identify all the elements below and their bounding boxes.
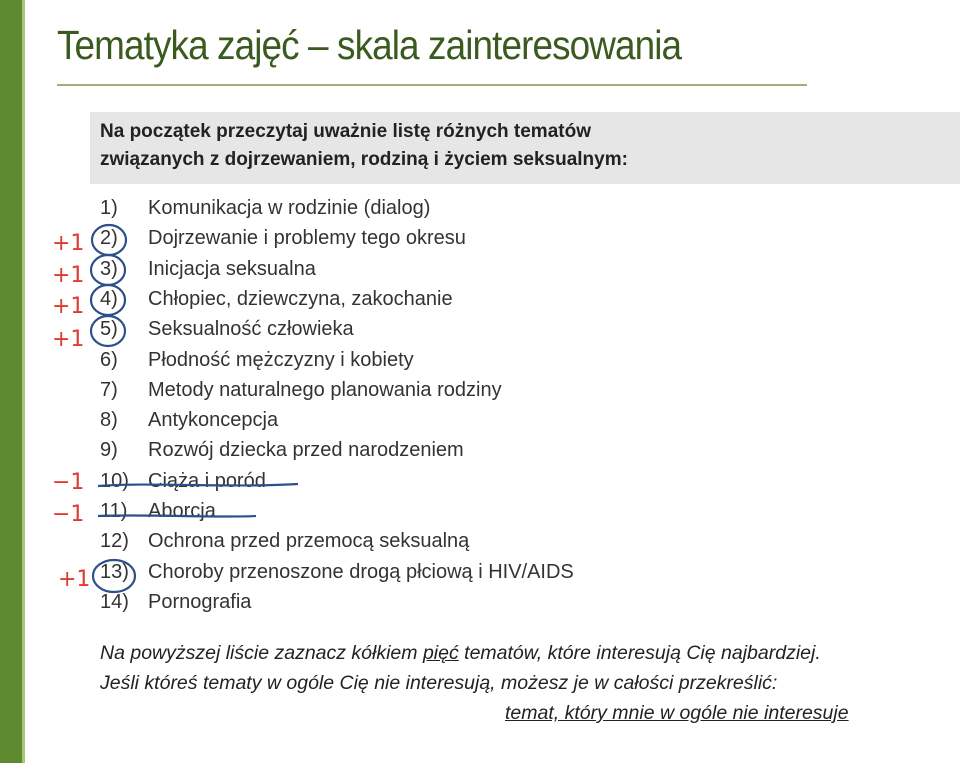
list-item-number: 1) [100, 197, 118, 219]
intro-line-2: związanych z dojrzewaniem, rodziną i życiem seksualnym: [100, 149, 628, 170]
plus-one-item-5: +1 [52, 327, 85, 352]
plus-one-item-3: +1 [52, 263, 85, 288]
list-item-number: 4) [100, 287, 118, 310]
list-item-text: Ciąża i poród [148, 469, 266, 492]
left-accent-stripe [22, 0, 25, 763]
list-item-number: 14) [100, 590, 129, 613]
list-item-number: 8) [100, 409, 118, 432]
list-item-text: Ochrona przed przemocą seksualną [148, 530, 470, 553]
list-item-number: 9) [100, 439, 118, 462]
intro-box [90, 112, 960, 184]
page-title: Tematyka zajęć – skala zainteresowania [57, 22, 682, 68]
footer-example-strike: temat, który mnie w ogóle nie interesuje [505, 702, 849, 724]
minus-one-item-10: −1 [52, 470, 85, 495]
list-item-text: Choroby przenoszone drogą płciową i HIV/AIDS [148, 560, 574, 583]
list-item-text: Metody naturalnego planowania rodziny [148, 378, 502, 401]
plus-one-item-13: +1 [58, 567, 91, 592]
list-item-number: 12) [100, 530, 129, 553]
list-item-number: 13) [100, 560, 129, 583]
list-item-text: Aborcja [148, 500, 216, 522]
list-item-text: Płodność mężczyzny i kobiety [148, 348, 414, 371]
title-divider [57, 84, 807, 86]
plus-one-item-2: +1 [52, 231, 85, 256]
intro-line-1: Na początek przeczytaj uważnie listę różnych tematów [100, 121, 591, 142]
list-item-text: Seksualność człowieka [148, 318, 354, 341]
list-item-number: 3) [100, 257, 118, 280]
list-item-number: 11) [100, 500, 128, 522]
list-item-number: 2) [100, 227, 118, 250]
footer-line1-b: tematów, które interesują Cię najbardziej. [458, 642, 821, 664]
minus-one-item-11: −1 [52, 502, 85, 527]
list-item-text: Inicjacja seksualna [148, 257, 316, 280]
list-item-number: 10) [100, 469, 129, 492]
footer-instruction-2: Jeśli któreś tematy w ogóle Cię nie interesują, możesz je w całości przekreślić: [100, 672, 778, 694]
list-item-number: 7) [100, 378, 118, 401]
footer-line1-a: Na powyższej liście zaznacz kółkiem [100, 642, 423, 664]
list-item-text: Komunikacja w rodzinie (dialog) [148, 197, 431, 219]
list-item-text: Dojrzewanie i problemy tego okresu [148, 227, 466, 250]
list-item-text: Rozwój dziecka przed narodzeniem [148, 439, 464, 462]
footer-line1-underlined: pięć [422, 642, 459, 664]
list-item-text: Antykoncepcja [148, 409, 279, 432]
left-accent-bar [0, 0, 22, 763]
footer-instruction-1 [100, 642, 821, 665]
list-item-number: 5) [100, 318, 118, 341]
plus-one-item-4: +1 [52, 294, 85, 319]
list-item-text: Chłopiec, dziewczyna, zakochanie [148, 287, 453, 310]
list-item-number: 6) [100, 348, 118, 371]
list-item-text: Pornografia [148, 590, 252, 613]
